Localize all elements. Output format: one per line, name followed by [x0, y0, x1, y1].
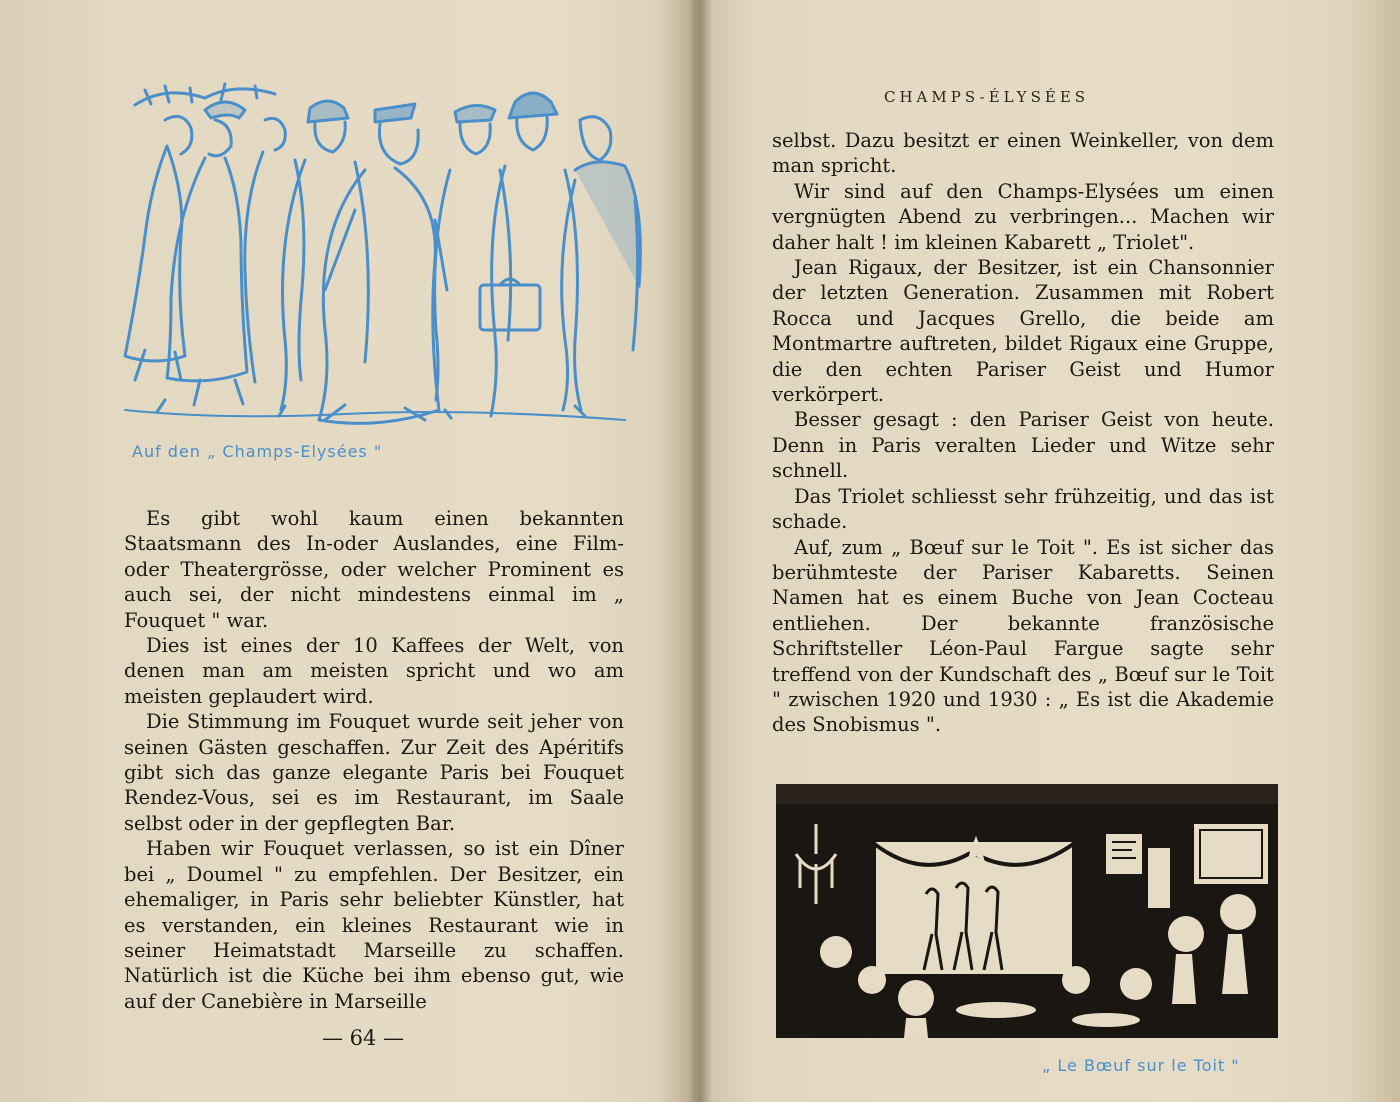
paragraph: Jean Rigaux, der Besitzer, ist ein Chansonnier der letzten Generation. Zusammen mit Robert Rocca und Jacques Grello, die beide am Montmartre auftreten, bildet Rigaux eine Gruppe, die den echten Pariser Geist und Humor verkörpert. [772, 256, 1274, 407]
left-page [0, 0, 690, 1102]
crowd-illustration [105, 80, 645, 425]
paragraph: Auf, zum „ Bœuf sur le Toit ". Es ist sicher das berühmteste der Pariser Kabaretts. Seinen Namen hat es einem Buche von Jean Cocteau entliehen. Der bekannte französische Schriftsteller Léon-Paul Fargue sagte sehr treffend von der Kundschaft des „ Bœuf sur le Toit " zwischen 1920 und 1930 : „ Es ist die Akademie des Snobismus ". [772, 535, 1274, 737]
running-head: CHAMPS-ÉLYSÉES [884, 88, 1090, 106]
page-number: — 64 — [322, 1026, 405, 1050]
cabaret-illustration [776, 784, 1278, 1038]
left-illustration-caption: Auf den „ Champs-Elysées " [132, 442, 383, 461]
paragraph: Wir sind auf den Champs-Elysées um einen vergnügten Abend zu verbringen... Machen wir daher halt ! im kleinen Kabarett „ Triolet". [772, 179, 1274, 254]
paragraph: Es gibt wohl kaum einen bekannten Staatsmann des In-oder Auslandes, eine Film- oder Theatergrösse, oder welcher Prominent es auch sei, der nicht mindestens einmal im „ Fouquet " war. [124, 507, 624, 632]
right-illustration-caption: „ Le Bœuf sur le Toit " [1042, 1056, 1240, 1075]
paragraph: Die Stimmung im Fouquet wurde seit jeher von seinen Gästen geschaffen. Zur Zeit des Apéritifs gibt sich das ganze elegante Paris bei Fouquet Rendez-Vous, sei es im Restaurant, im Saale selbst oder in der gepflegten Bar. [124, 710, 624, 835]
paragraph: selbst. Dazu besitzt er einen Weinkeller, von dem man spricht. [772, 129, 1274, 178]
left-body-text [124, 506, 624, 1014]
paragraph: Besser gesagt : den Pariser Geist von heute. Denn in Paris veralten Lieder und Witze sehr schnell. [772, 408, 1274, 483]
right-body-text [772, 128, 1274, 738]
paragraph: Das Triolet schliesst sehr frühzeitig, und das ist schade. [772, 484, 1274, 534]
paragraph: Dies ist eines der 10 Kaffees der Welt, von denen man am meisten spricht und wo am meisten geplaudert wird. [124, 634, 624, 708]
paragraph: Haben wir Fouquet verlassen, so ist ein Dîner bei „ Doumel " zu empfehlen. Der Besitzer, ein ehemaliger, in Paris sehr beliebter Künstler, hat es verstanden, ein kleines Restaurant wie in seiner Heimatstadt Marseille zu schaffen. Natürlich ist die Küche bei ihm ebenso gut, wie auf der Canebière in Marseille [124, 837, 624, 1013]
book-gutter [688, 0, 712, 1102]
